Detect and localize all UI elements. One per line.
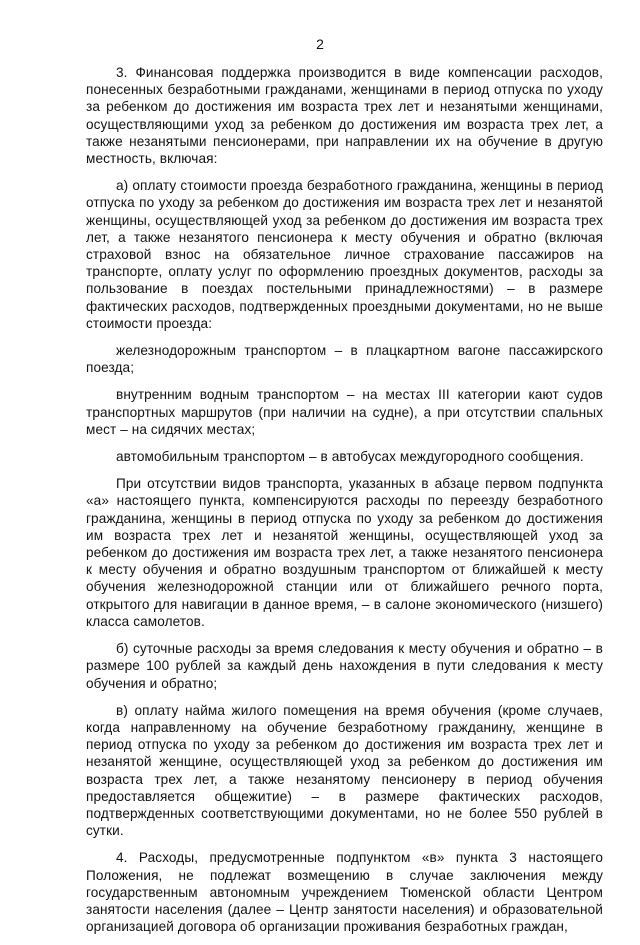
page-number: 2: [316, 36, 324, 52]
paragraph-subitem-b: б) суточные расходы за время следования к месту обучения и обратно – в размере 100 рублей за каждый день нахождения в пути следования к месту обучения и обратно;: [86, 641, 603, 691]
paragraph-water-transport: внутренним водным транспортом – на местах III категории кают судов транспортных маршрутов (при наличии на судне), а при отсутствии спальных мест – на сидячих местах;: [86, 387, 603, 437]
paragraph-road-transport: автомобильным транспортом – в автобусах междугородного сообщения.: [116, 449, 584, 465]
paragraph-item-3: 3. Финансовая поддержка производится в виде компенсации расходов, понесенных безработными гражданами, женщинами в период отпуска по уходу за ребенком до достижения им возраста трех лет и незанятыми женщинами, осуществляющими уход за ребенком до достижения им возраста трех лет, а также незанятыми пенсионерами, при направлении их на обучение в другую местность, включая:: [86, 65, 603, 167]
document-body: [86, 64, 603, 945]
paragraph-air-transport: При отсутствии видов транспорта, указанных в абзаце первом подпункта «а» настоящего пункта, компенсируются расходы по переезду безработного гражданина, женщины в период отпуска по уходу за ребенком до достижения им возраста трех лет и незанятой женщины, осуществляющей уход за ребенком до достижения им возраста трех лет, а также незанятого пенсионера к месту обучения и обратно воздушным транспортом от ближайшей к месту обучения железнодорожной станции или от ближайшего речного порта, открытого для навигации в данное время, – в салоне экономического (низшего) класса самолетов.: [86, 476, 603, 629]
paragraph-rail-transport: железнодорожным транспортом – в плацкартном вагоне пассажирского поезда;: [86, 343, 603, 376]
paragraph-subitem-a: а) оплату стоимости проезда безработного гражданина, женщины в период отпуска по уходу за ребенком до достижения им возраста трех лет и незанятой женщины, осуществляющей уход за ребенком до достижения им возраста трех лет, а также незанятого пенсионера к месту обучения и обратно (включая страховой взнос на обязательное личное страхование пассажиров на транспорте, оплату услуг по оформлению проездных документов, расходы за пользование в поездах постельными принадлежностями) – в размере фактических расходов, подтвержденных проездными документами, но не выше стоимости проезда:: [86, 178, 603, 331]
paragraph-subitem-v: в) оплату найма жилого помещения на время обучения (кроме случаев, когда направленному на обучение безработному гражданину, женщине в период отпуска по уходу за ребенком до достижения им возраста трех лет и незанятой женщине, осуществляющей уход за ребенком до достижения им возраста трех лет, а также незанятому пенсионеру в период обучения предоставляется общежитие) – в размере фактических расходов, подтвержденных соответствующими документами, но не более 550 рублей в сутки.: [86, 702, 603, 839]
paragraph-item-4: 4. Расходы, предусмотренные подпунктом «в» пункта 3 настоящего Положения, не подлежат возмещению в случае заключения между государственным автономным учреждением Тюменской области Центром занятости населения (далее – Центр занятости населения) и образовательной организацией договора об организации проживания безработных граждан,: [86, 850, 603, 935]
